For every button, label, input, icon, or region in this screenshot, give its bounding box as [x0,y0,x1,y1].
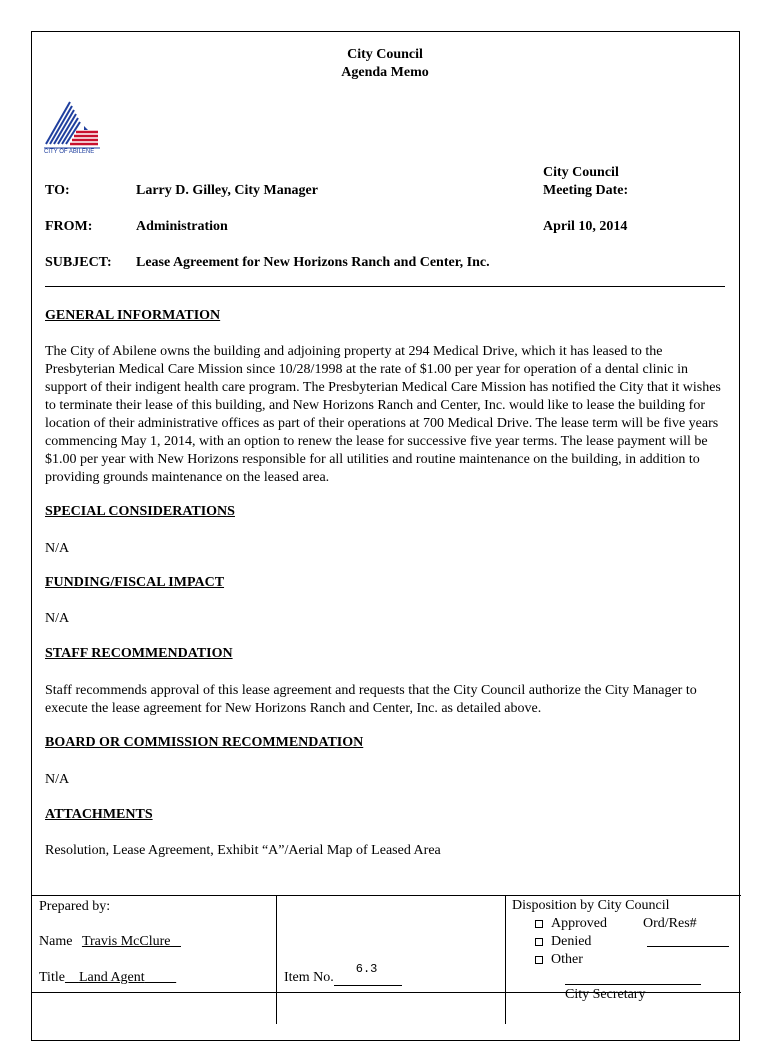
subject-value: Lease Agreement for New Horizons Ranch and Center, Inc. [136,255,490,270]
attachments-body: Resolution, Lease Agreement, Exhibit “A”/Aerial Map of Leased Area [45,843,441,858]
footer-divider-1 [276,895,277,1024]
option-other-label: Other [551,952,583,967]
special-considerations-heading: SPECIAL CONSIDERATIONS [45,504,235,519]
name-value: Travis McClure [81,934,171,949]
title-value-field [65,970,176,985]
attachments-heading: ATTACHMENTS [45,807,153,822]
title-label: Title [39,970,65,985]
staff-recommendation-body: Staff recommends approval of this lease agreement and requests that the City Council authorize the City Manager to execute the lease agreement for New Horizons Ranch and Center, Inc. as detailed above. [45,683,697,716]
title-value: Land Agent [78,970,145,985]
option-denied [535,934,591,950]
item-no-value: 6.3 [355,962,378,976]
subject-label: SUBJECT: [45,255,112,270]
meeting-date-label-2: Meeting Date: [543,183,629,198]
name-value-field [82,934,181,949]
item-no-field [334,962,402,986]
ord-res-label: Ord/Res# [643,916,697,931]
item-no-label: Item No. [284,970,334,985]
option-denied-label: Denied [551,934,592,949]
memo-title: City Council [347,47,423,62]
prepared-by-label: Prepared by: [39,899,111,914]
general-information-body: The City of Abilene owns the building and adjoining property at 294 Medical Drive, which it has leased to the Presbyterian Medical Care Mission since 10/28/1998 at the rate of $1.00 per year for operation of a dental clinic in support of their indigent health care program. The Presbyterian Medical Care Mission has notified the City that it wishes to terminate their lease of this building, and New Horizons Ranch and Center, Inc. would like to lease the building for location of their administrative offices as part of their operations at 700 Medical Drive. The lease term will be five years commencing May 1, 2014, with an option to renew the lease for successive five year terms. The lease payment will be $1.00 per year with New Horizons responsible for all utilities and routine maintenance on the building, in addition to providing grounds maintenance on the leased area. [45,344,721,485]
name-row [39,934,181,950]
special-considerations-body: N/A [45,541,70,556]
title-row [39,970,176,986]
other-checkbox-icon[interactable] [535,956,543,964]
disposition-label: Disposition by City Council [512,898,670,913]
option-approved-label: Approved [551,916,607,931]
general-information-heading: GENERAL INFORMATION [45,308,221,323]
city-secretary-line [565,984,701,985]
meeting-date-value: April 10, 2014 [543,219,628,234]
item-no-row [284,962,402,986]
staff-recommendation-heading: STAFF RECOMMENDATION [45,646,233,661]
from-label: FROM: [45,219,93,234]
denied-checkbox-icon[interactable] [535,938,543,946]
funding-body: N/A [45,611,70,626]
city-secretary-label: City Secretary [565,987,646,1002]
city-of-abilene-logo [44,100,104,162]
memo-subtitle: Agenda Memo [341,65,429,80]
name-label: Name [39,934,73,949]
approved-checkbox-icon[interactable] [535,920,543,928]
option-other [535,952,583,968]
footer-top-line [31,895,741,896]
header-divider [45,286,725,287]
footer-divider-2 [505,895,506,1024]
option-approved [535,916,607,932]
logo-text: CITY OF ABILENE [44,149,95,155]
ord-res-line [647,946,729,947]
board-recommendation-body: N/A [45,772,70,787]
meeting-date-label-1: City Council [543,165,619,180]
to-value: Larry D. Gilley, City Manager [136,183,318,198]
from-value: Administration [136,219,228,234]
board-recommendation-heading: BOARD OR COMMISSION RECOMMENDATION [45,735,364,750]
funding-heading: FUNDING/FISCAL IMPACT [45,575,225,590]
to-label: TO: [45,183,70,198]
